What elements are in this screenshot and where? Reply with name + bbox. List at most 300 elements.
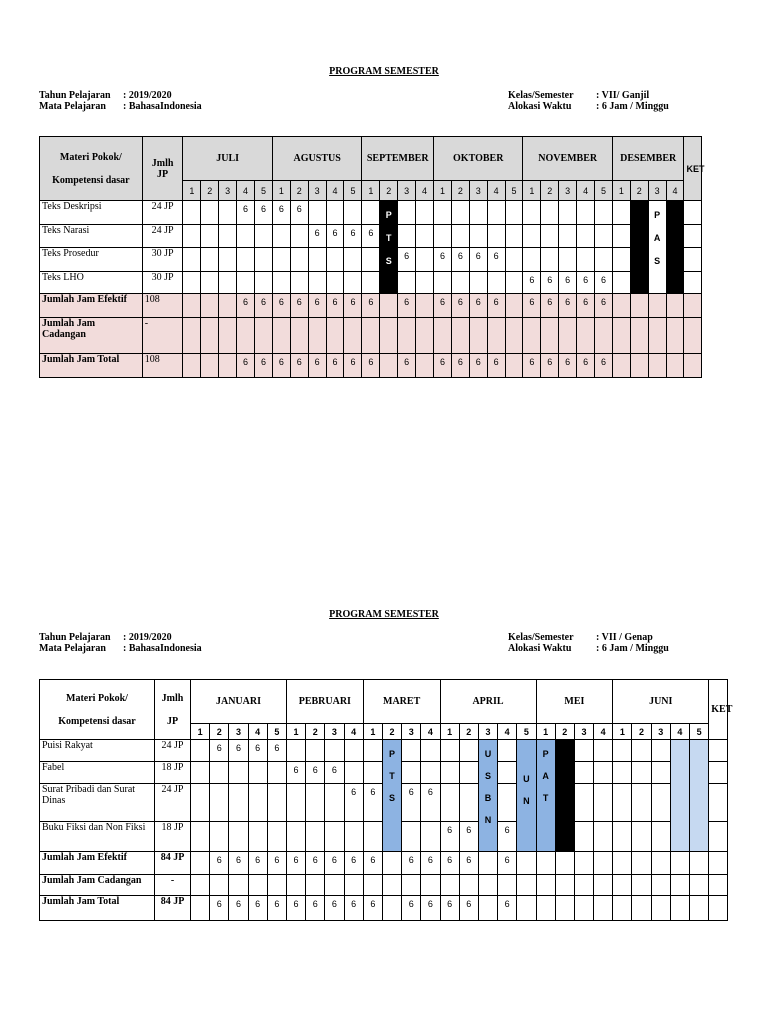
week-cell — [440, 740, 459, 762]
total-week-cell: 6 — [326, 354, 344, 378]
total-week-cell — [690, 852, 709, 875]
total-week-cell: 6 — [402, 852, 421, 875]
week-number: 5 — [344, 181, 362, 201]
week-cell — [286, 822, 305, 852]
jp-cell: 18 JP — [155, 822, 191, 852]
total-week-cell — [648, 294, 666, 318]
week-cell — [577, 225, 595, 248]
alokasi-value: : 6 Jam / Minggu — [596, 643, 669, 654]
week-number: 4 — [666, 181, 684, 201]
week-number: 3 — [219, 181, 237, 201]
total-week-cell: 6 — [308, 354, 326, 378]
marker-letter: S — [385, 256, 392, 266]
total-week-cell — [559, 318, 577, 354]
total-week-cell: 6 — [577, 354, 595, 378]
marker-column — [536, 740, 555, 852]
total-week-cell — [210, 875, 229, 896]
total-week-cell: 6 — [286, 852, 305, 875]
week-cell — [594, 784, 613, 822]
total-week-cell: 6 — [325, 852, 344, 875]
total-week-cell — [594, 852, 613, 875]
week-cell — [398, 201, 416, 225]
total-week-cell: 6 — [434, 354, 452, 378]
total-week-cell — [183, 354, 201, 378]
total-week-cell — [690, 875, 709, 896]
week-cell — [402, 762, 421, 784]
week-cell — [201, 272, 219, 294]
marker-letter: S — [654, 256, 661, 266]
week-number: 5 — [267, 724, 286, 740]
total-week-cell — [632, 875, 651, 896]
mapel-value: : BahasaIndonesia — [123, 643, 202, 654]
mapel-label: Mata Pelajaran — [39, 643, 106, 654]
sem1-title: PROGRAM SEMESTER — [329, 66, 439, 77]
total-week-cell — [666, 294, 684, 318]
total-week-cell — [344, 875, 363, 896]
marker-column — [690, 740, 709, 852]
week-cell: 6 — [248, 740, 267, 762]
week-number: 4 — [498, 724, 517, 740]
week-cell — [362, 248, 380, 272]
week-cell — [254, 272, 272, 294]
ket-cell — [709, 740, 728, 762]
month-header: OKTOBER — [434, 137, 523, 181]
week-cell: 6 — [286, 762, 305, 784]
week-number: 3 — [651, 724, 670, 740]
week-cell: 6 — [325, 762, 344, 784]
week-number: 2 — [451, 181, 469, 201]
marker-letter: N — [523, 796, 530, 806]
total-week-cell: 6 — [344, 896, 363, 921]
week-cell: 6 — [344, 784, 363, 822]
week-cell — [416, 272, 434, 294]
materi-cell: Teks Prosedur — [40, 248, 143, 272]
total-week-cell — [690, 896, 709, 921]
week-cell — [229, 822, 248, 852]
week-number: 3 — [559, 181, 577, 201]
week-number: 4 — [670, 724, 689, 740]
total-label: Jumlah Jam Total — [40, 896, 155, 921]
week-cell — [613, 740, 632, 762]
week-cell — [191, 762, 210, 784]
total-week-cell: 6 — [344, 354, 362, 378]
week-number: 1 — [440, 724, 459, 740]
week-cell — [267, 822, 286, 852]
total-week-cell — [440, 875, 459, 896]
week-cell — [574, 784, 593, 822]
week-cell — [201, 225, 219, 248]
total-week-cell: 6 — [498, 896, 517, 921]
ket-cell — [709, 822, 728, 852]
week-cell — [210, 762, 229, 784]
week-cell — [398, 225, 416, 248]
jp-cell: 24 JP — [142, 225, 183, 248]
total-week-cell — [594, 875, 613, 896]
total-week-cell — [630, 318, 648, 354]
week-cell — [326, 201, 344, 225]
week-number: 1 — [183, 181, 201, 201]
total-jp: 84 JP — [155, 896, 191, 921]
week-cell — [210, 822, 229, 852]
marker-letter: T — [389, 771, 395, 781]
week-cell: 6 — [434, 248, 452, 272]
ket-cell — [709, 875, 728, 896]
marker-letter: P — [389, 749, 396, 759]
week-cell: 6 — [308, 225, 326, 248]
week-cell — [595, 225, 613, 248]
week-cell — [594, 822, 613, 852]
sem2-meta-left — [39, 632, 202, 654]
week-cell — [459, 784, 478, 822]
marker-letter: U — [523, 774, 530, 784]
week-cell — [459, 740, 478, 762]
week-cell: 6 — [326, 225, 344, 248]
total-week-cell: 6 — [308, 294, 326, 318]
total-week-cell — [326, 318, 344, 354]
total-week-cell — [382, 852, 401, 875]
jp-cell: 30 JP — [142, 248, 183, 272]
total-week-cell: 6 — [451, 294, 469, 318]
header-materi — [40, 680, 155, 740]
total-week-cell: 6 — [286, 896, 305, 921]
week-cell — [594, 740, 613, 762]
week-number: 1 — [523, 181, 541, 201]
week-number: 3 — [325, 724, 344, 740]
marker-letter: T — [542, 793, 549, 803]
marker-letter: P — [542, 749, 549, 759]
week-cell — [459, 762, 478, 784]
week-cell — [487, 201, 505, 225]
total-week-cell — [651, 896, 670, 921]
header-materi-label: Materi Pokok/ — [59, 151, 122, 163]
week-cell: 6 — [267, 740, 286, 762]
total-week-cell — [666, 318, 684, 354]
total-week-cell: 6 — [459, 896, 478, 921]
week-cell — [191, 822, 210, 852]
week-cell — [219, 248, 237, 272]
week-number: 1 — [191, 724, 210, 740]
marker-column — [670, 740, 689, 852]
ket-cell — [684, 354, 702, 378]
total-week-cell: 6 — [229, 896, 248, 921]
ket-cell — [709, 896, 728, 921]
week-number: 1 — [272, 181, 290, 201]
week-cell — [559, 201, 577, 225]
total-week-cell: 6 — [398, 294, 416, 318]
total-week-cell: 6 — [440, 896, 459, 921]
total-jp: 108 — [142, 294, 183, 318]
ket-cell — [709, 784, 728, 822]
week-cell — [469, 272, 487, 294]
total-week-cell: 6 — [248, 852, 267, 875]
total-week-cell — [380, 354, 398, 378]
week-cell — [248, 784, 267, 822]
total-week-cell: 6 — [272, 354, 290, 378]
total-week-cell — [363, 875, 382, 896]
total-week-cell: 6 — [325, 896, 344, 921]
week-cell — [237, 248, 255, 272]
marker-column — [555, 740, 574, 852]
total-week-cell — [402, 875, 421, 896]
week-cell — [325, 740, 344, 762]
total-week-cell — [651, 875, 670, 896]
week-cell — [574, 762, 593, 784]
week-number: 4 — [577, 181, 595, 201]
week-cell — [344, 272, 362, 294]
week-cell — [191, 784, 210, 822]
week-cell — [326, 248, 344, 272]
week-cell — [267, 762, 286, 784]
total-week-cell — [308, 318, 326, 354]
total-week-cell — [555, 852, 574, 875]
week-cell — [248, 822, 267, 852]
tahun-label: Tahun Pelajaran — [39, 90, 111, 101]
total-week-cell — [574, 896, 593, 921]
total-week-cell — [398, 318, 416, 354]
total-week-cell — [523, 318, 541, 354]
total-week-cell — [594, 896, 613, 921]
marker-letter: S — [389, 793, 396, 803]
total-week-cell — [632, 852, 651, 875]
total-week-cell: 6 — [595, 294, 613, 318]
week-cell — [237, 272, 255, 294]
week-number: 1 — [363, 724, 382, 740]
week-cell — [362, 201, 380, 225]
header-jmlh — [142, 137, 183, 201]
week-cell — [183, 248, 201, 272]
week-cell: 6 — [402, 784, 421, 822]
total-week-cell — [219, 318, 237, 354]
week-number: 5 — [517, 724, 536, 740]
marker-letter: B — [484, 793, 492, 803]
total-week-cell: 6 — [440, 852, 459, 875]
month-header: MEI — [536, 680, 613, 724]
week-cell — [421, 740, 440, 762]
week-cell — [523, 248, 541, 272]
week-cell: 6 — [229, 740, 248, 762]
ket-cell — [709, 852, 728, 875]
alokasi-label: Alokasi Waktu — [508, 643, 572, 654]
total-week-cell: 6 — [469, 294, 487, 318]
total-week-cell: 6 — [402, 896, 421, 921]
month-header: DESEMBER — [612, 137, 684, 181]
week-cell — [451, 225, 469, 248]
total-week-cell — [612, 354, 630, 378]
kelas-value: : VII / Genap — [596, 632, 653, 643]
total-week-cell: 6 — [577, 294, 595, 318]
total-week-cell — [382, 896, 401, 921]
week-cell — [451, 201, 469, 225]
week-cell: 6 — [577, 272, 595, 294]
week-cell: 6 — [363, 784, 382, 822]
week-cell: 6 — [440, 822, 459, 852]
week-cell — [421, 822, 440, 852]
week-cell — [398, 272, 416, 294]
week-cell: 6 — [498, 822, 517, 852]
sem1-meta-left — [39, 90, 202, 112]
marker-letter: S — [484, 771, 491, 781]
sem1-table — [39, 136, 730, 378]
total-week-cell — [248, 875, 267, 896]
week-number: 1 — [434, 181, 452, 201]
week-cell — [344, 822, 363, 852]
ket-cell — [684, 318, 702, 354]
total-week-cell: 6 — [237, 354, 255, 378]
total-week-cell: 6 — [559, 354, 577, 378]
week-number: 3 — [398, 181, 416, 201]
week-number: 2 — [306, 724, 325, 740]
total-week-cell: 6 — [210, 896, 229, 921]
header-ket: KET — [684, 137, 702, 201]
week-number: 5 — [595, 181, 613, 201]
total-week-cell — [191, 875, 210, 896]
week-cell: 6 — [306, 762, 325, 784]
sem2-table — [39, 679, 757, 921]
week-cell — [306, 740, 325, 762]
header-jmlh-label: Jmlh — [161, 692, 184, 704]
total-week-cell: 6 — [469, 354, 487, 378]
total-week-cell: 6 — [267, 852, 286, 875]
total-week-cell: 6 — [254, 294, 272, 318]
week-cell — [651, 740, 670, 762]
materi-cell: Buku Fiksi dan Non Fiksi — [40, 822, 155, 852]
week-number: 4 — [416, 181, 434, 201]
total-week-cell: 6 — [398, 354, 416, 378]
total-week-cell: 6 — [237, 294, 255, 318]
week-cell — [469, 225, 487, 248]
week-cell — [613, 784, 632, 822]
sem1-meta-right — [508, 90, 669, 112]
total-week-cell: 6 — [326, 294, 344, 318]
week-number: 1 — [362, 181, 380, 201]
header-kompetensi-label: Kompetensi dasar — [58, 715, 136, 727]
total-week-cell: 6 — [272, 294, 290, 318]
total-week-cell — [254, 318, 272, 354]
week-cell: 6 — [421, 784, 440, 822]
total-week-cell — [613, 896, 632, 921]
week-cell — [613, 822, 632, 852]
week-cell — [505, 272, 523, 294]
total-week-cell — [459, 875, 478, 896]
mapel-label: Mata Pelajaran — [39, 101, 106, 112]
alokasi-value: : 6 Jam / Minggu — [596, 101, 669, 112]
total-jp: - — [142, 318, 183, 354]
marker-column — [630, 201, 648, 294]
week-cell — [541, 201, 559, 225]
mapel-value: : BahasaIndonesia — [123, 101, 202, 112]
week-number: 3 — [648, 181, 666, 201]
total-week-cell: 6 — [523, 354, 541, 378]
week-number: 2 — [630, 181, 648, 201]
total-week-cell — [191, 852, 210, 875]
week-cell: 6 — [523, 272, 541, 294]
week-cell: 6 — [398, 248, 416, 272]
week-number: 2 — [459, 724, 478, 740]
total-row — [40, 354, 730, 378]
total-week-cell — [451, 318, 469, 354]
week-cell — [612, 225, 630, 248]
jp-cell: 30 JP — [142, 272, 183, 294]
week-cell — [559, 248, 577, 272]
week-cell — [363, 740, 382, 762]
week-number: 4 — [421, 724, 440, 740]
total-week-cell — [434, 318, 452, 354]
week-cell — [267, 784, 286, 822]
total-week-cell — [651, 852, 670, 875]
total-week-cell: 6 — [290, 294, 308, 318]
tahun-label: Tahun Pelajaran — [39, 632, 111, 643]
total-week-cell — [517, 852, 536, 875]
week-number: 1 — [612, 181, 630, 201]
total-week-cell — [517, 896, 536, 921]
month-header: APRIL — [440, 680, 536, 724]
week-number: 3 — [229, 724, 248, 740]
week-cell — [363, 822, 382, 852]
week-cell — [612, 201, 630, 225]
marker-letter: P — [654, 210, 661, 220]
total-week-cell — [630, 294, 648, 318]
total-row — [40, 318, 730, 354]
materi-cell: Teks Deskripsi — [40, 201, 143, 225]
week-number: 1 — [286, 724, 305, 740]
week-cell — [344, 740, 363, 762]
week-cell — [219, 272, 237, 294]
total-label: Jumlah Jam Total — [40, 354, 143, 378]
total-week-cell — [469, 318, 487, 354]
week-cell: 6 — [559, 272, 577, 294]
total-week-cell: 6 — [248, 896, 267, 921]
week-cell — [286, 784, 305, 822]
week-number: 5 — [690, 724, 709, 740]
ket-cell — [684, 201, 702, 225]
total-week-cell: 6 — [210, 852, 229, 875]
header-jmlh-label: Jmlh — [151, 157, 174, 169]
week-cell: 6 — [272, 201, 290, 225]
materi-cell: Surat Pribadi dan Surat Dinas — [40, 784, 155, 822]
week-cell — [254, 248, 272, 272]
week-cell — [248, 762, 267, 784]
kelas-label: Kelas/Semester — [508, 90, 574, 101]
week-cell: 6 — [210, 740, 229, 762]
materi-cell: Teks LHO — [40, 272, 143, 294]
ket-cell — [684, 272, 702, 294]
week-cell — [487, 272, 505, 294]
week-cell — [574, 822, 593, 852]
week-cell — [272, 272, 290, 294]
week-number: 2 — [382, 724, 401, 740]
total-week-cell — [306, 875, 325, 896]
jp-cell: 24 JP — [155, 784, 191, 822]
total-jp: - — [155, 875, 191, 896]
header-ket: KET — [709, 680, 728, 740]
week-cell — [577, 201, 595, 225]
week-cell — [505, 201, 523, 225]
total-label: Jumlah Jam Cadangan — [40, 875, 155, 896]
total-week-cell: 6 — [363, 896, 382, 921]
week-cell — [219, 201, 237, 225]
total-row — [40, 852, 757, 875]
month-header: JULI — [183, 137, 273, 181]
kelas-value: : VII/ Ganjil — [596, 90, 650, 101]
total-week-cell: 6 — [421, 896, 440, 921]
header-materi — [40, 137, 143, 201]
total-week-cell — [574, 852, 593, 875]
header-kompetensi-label: Kompetensi dasar — [52, 174, 130, 186]
total-week-cell: 6 — [254, 354, 272, 378]
marker-column — [517, 740, 536, 852]
total-week-cell — [201, 294, 219, 318]
ket-cell — [684, 225, 702, 248]
